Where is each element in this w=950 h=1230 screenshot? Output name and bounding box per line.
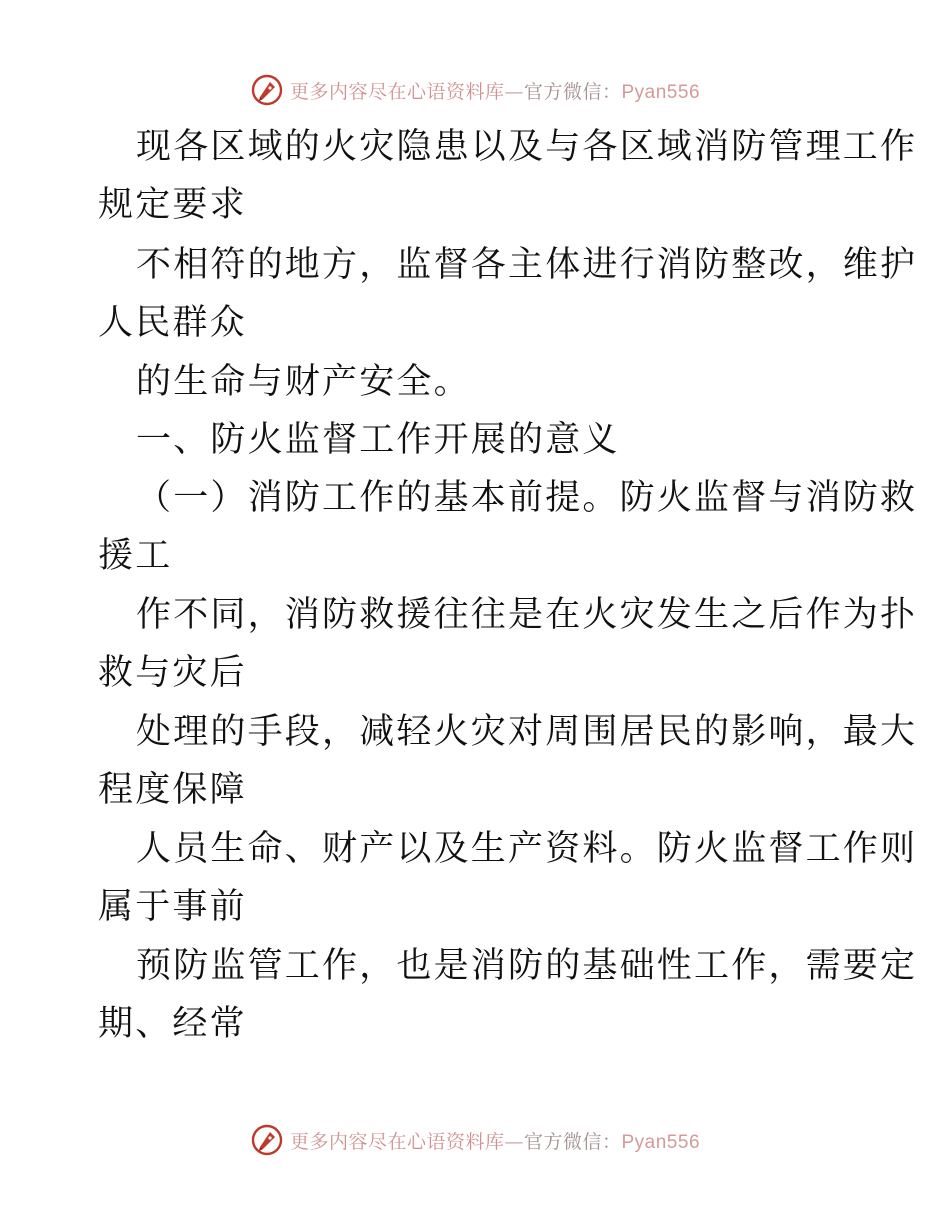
body-line-16: 期、经常 [98, 1004, 247, 1044]
header-official-label: 官方微信： [523, 80, 622, 103]
body-line-14: 属于事前 [98, 887, 247, 927]
footer-official-label: 官方微信： [523, 1130, 622, 1153]
body-line-3: 不相符的地方，监督各主体进行消防整改，维护 [136, 245, 918, 285]
body-line-10: 救与灾后 [98, 653, 247, 693]
body-line-4: 人民群众 [98, 303, 247, 343]
footer-watermark-banner [0, 1120, 950, 1160]
body-line-2: 规定要求 [98, 185, 247, 225]
body-line-13: 人员生命、财产以及生产资料。防火监督工作则 [136, 829, 918, 869]
footer-dash: — [504, 1130, 524, 1153]
header-brand-text: 更多内容尽在心语资料库 [289, 80, 505, 103]
body-line-9: 作不同，消防救援往往是在火灾发生之后作为扑 [136, 595, 918, 635]
body-line-5: 的生命与财产安全。 [136, 362, 471, 402]
header-watermark-content [250, 73, 700, 107]
subsection-heading-line: （一）消防工作的基本前提。防火监督与消防救 [136, 478, 918, 518]
header-wechat-handle: Pyan556 [621, 81, 701, 103]
body-line-11: 处理的手段，减轻火灾对周围居民的影响，最大 [136, 712, 918, 752]
footer-brand-text: 更多内容尽在心语资料库 [289, 1130, 505, 1153]
header-watermark-banner [0, 70, 950, 110]
footer-wechat-handle: Pyan556 [621, 1131, 701, 1153]
footer-watermark-content [250, 1123, 700, 1157]
pen-nib-logo-icon [250, 73, 284, 107]
body-line-12: 程度保障 [98, 770, 247, 810]
body-line-1: 现各区域的火灾隐患以及与各区域消防管理工作 [136, 127, 918, 167]
footer-watermark-text [290, 1127, 700, 1154]
header-dash: — [504, 80, 524, 103]
pen-nib-logo-icon [250, 1123, 284, 1157]
header-watermark-text [290, 77, 700, 104]
section-heading: 一、防火监督工作开展的意义 [136, 420, 620, 460]
body-line-15: 预防监管工作，也是消防的基础性工作，需要定 [136, 946, 918, 986]
body-line-8: 援工 [98, 536, 173, 576]
